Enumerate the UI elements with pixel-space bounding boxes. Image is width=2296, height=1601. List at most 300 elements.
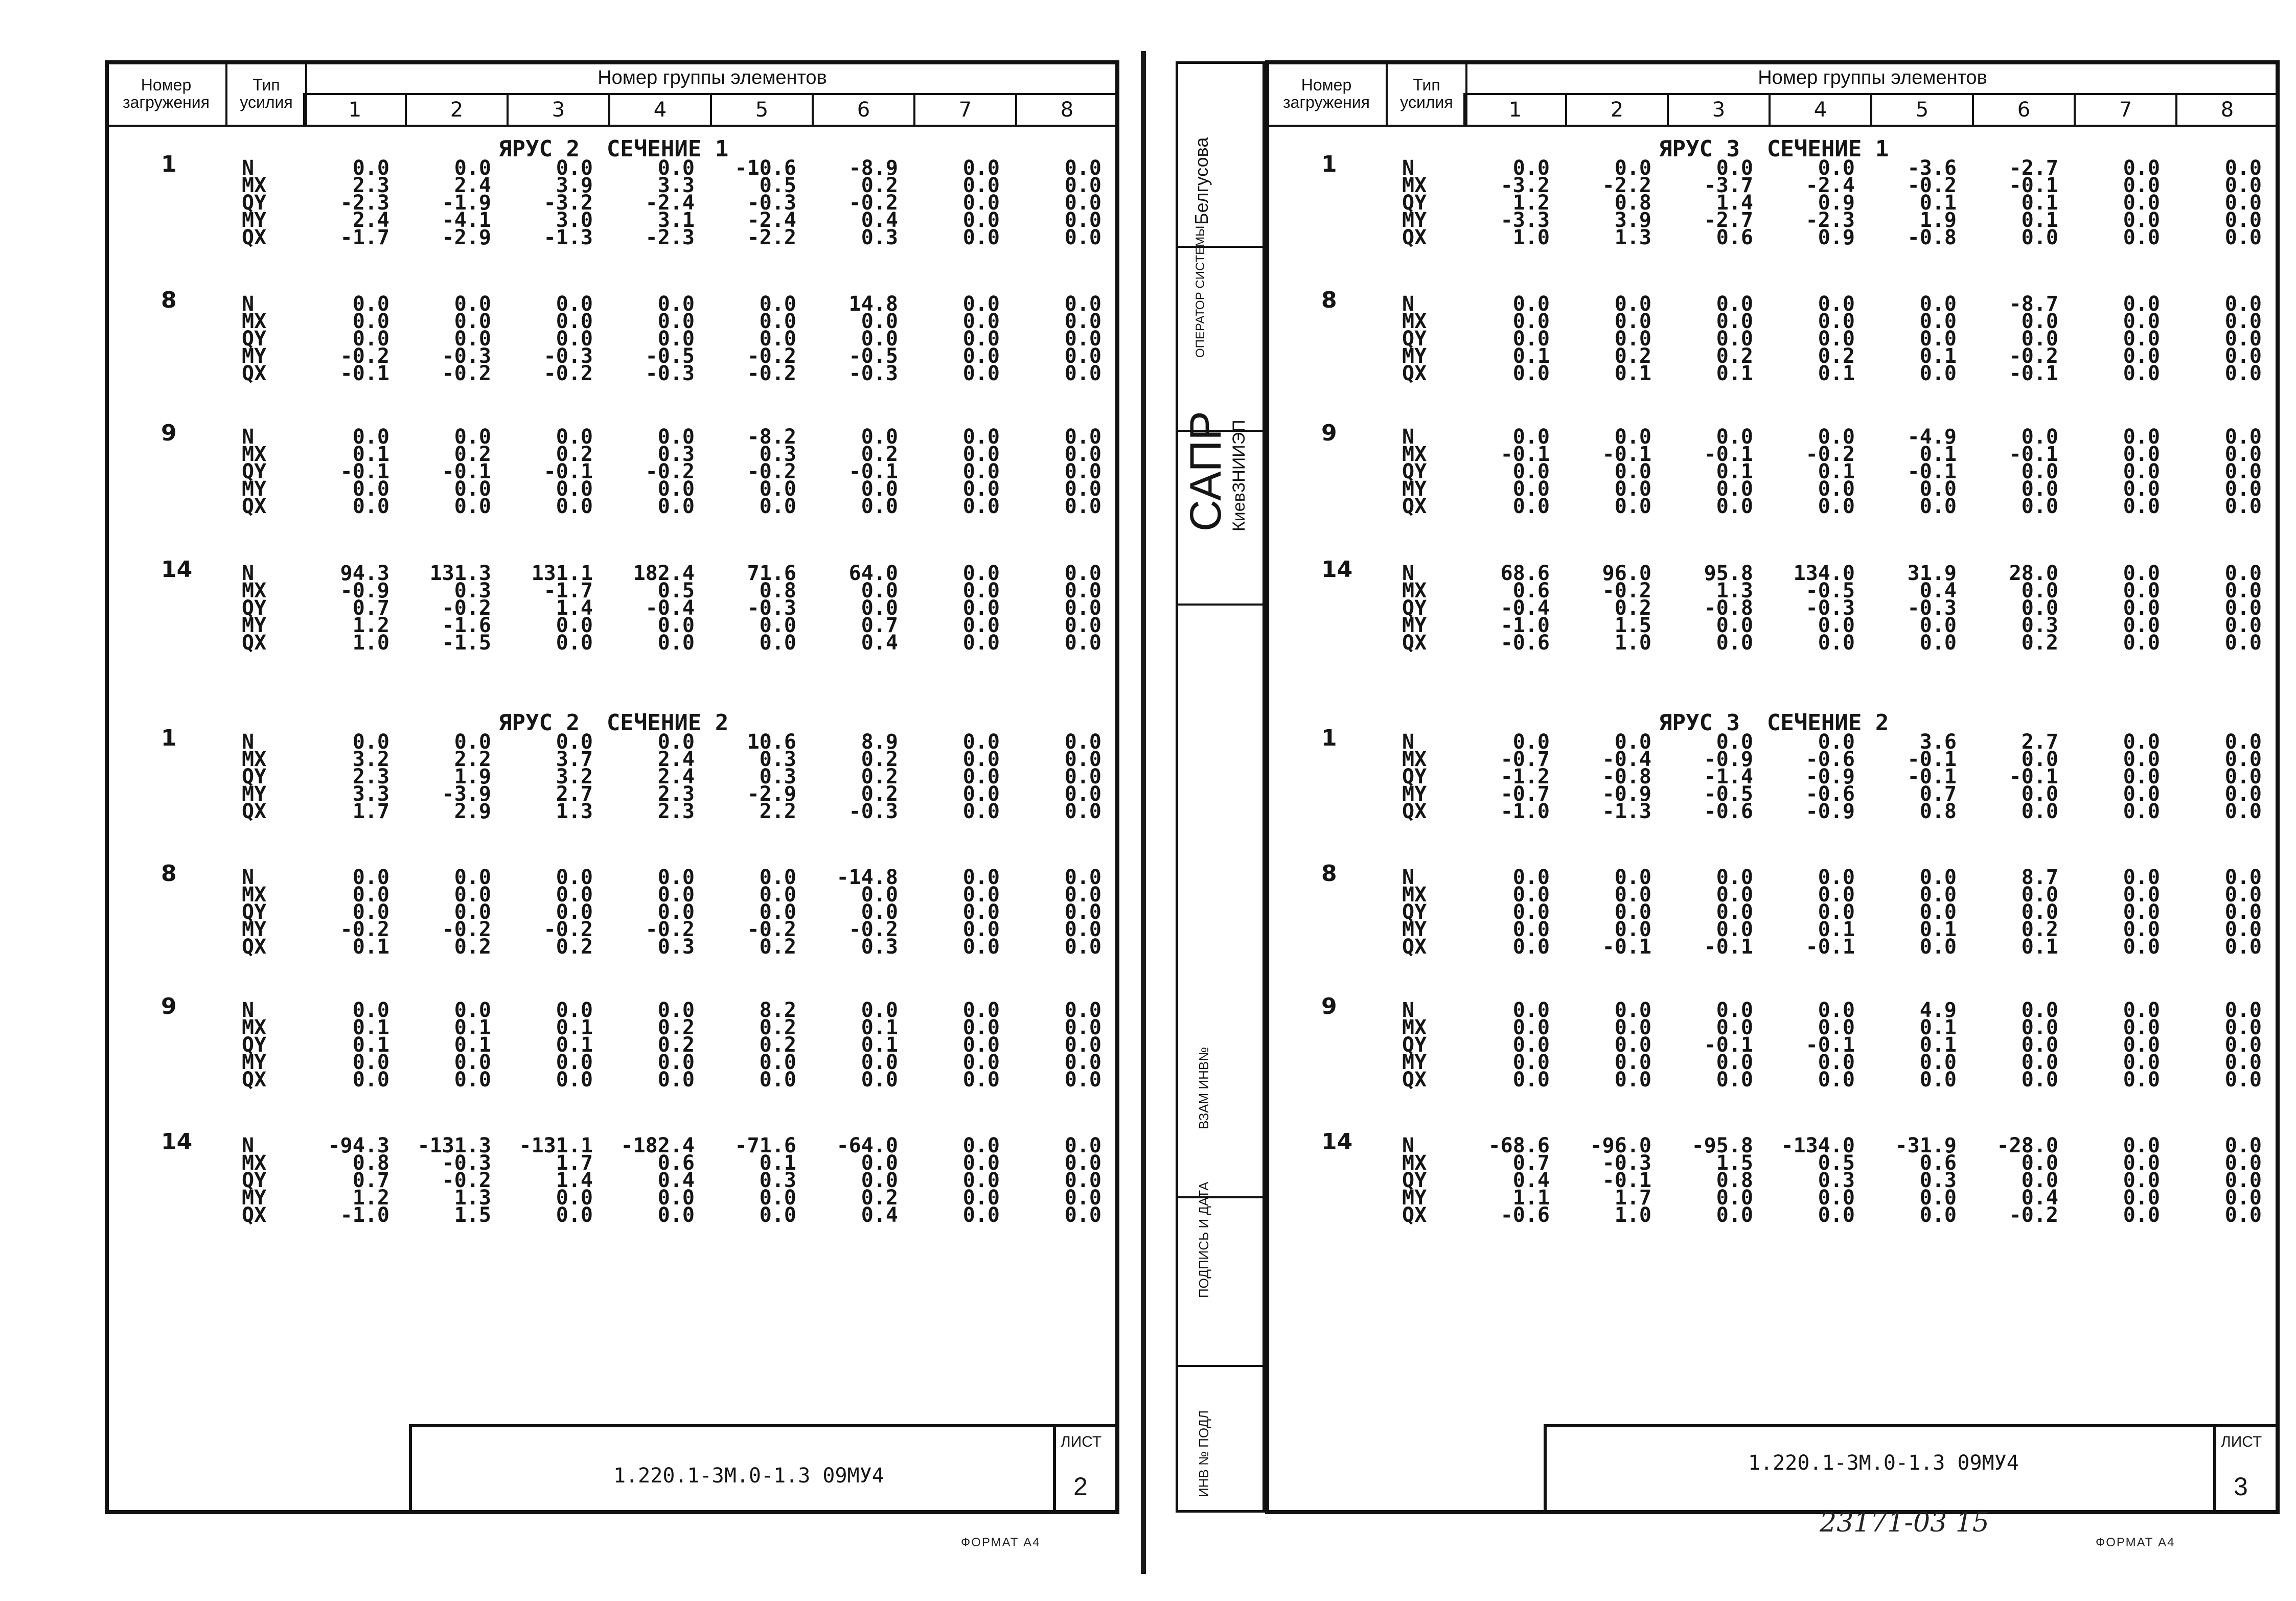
table-cell: 0.0	[1716, 730, 1753, 754]
table-cell: 0.0	[962, 748, 1000, 771]
table-cell: 4.9	[1919, 999, 1957, 1022]
table-cell: 0.0	[657, 999, 695, 1022]
table-cell: 0.0	[962, 765, 1000, 788]
document-code: 1.220.1-3М.0-1.3 09МУ4	[613, 1464, 884, 1488]
table-cell: 0.0	[352, 730, 389, 754]
table-cell: -1.9	[442, 191, 491, 215]
table-cell: 0.0	[352, 1068, 389, 1092]
table-cell: 0.2	[861, 443, 898, 466]
table-cell: 1.0	[1512, 226, 1550, 249]
force-type: QX	[1402, 495, 1427, 518]
side-operator: ОПЕРАТОР СИСТЕМЫ	[1193, 225, 1207, 358]
force-type: MY	[1402, 477, 1427, 501]
group-number-2: 2	[405, 93, 509, 127]
table-cell: 0.0	[1614, 1068, 1651, 1092]
table-cell: 0.0	[556, 310, 593, 333]
table-cell: -0.9	[1805, 765, 1855, 788]
table-cell: 0.0	[1064, 226, 1101, 249]
table-cell: 0.3	[861, 935, 898, 959]
table-cell: 0.9	[1818, 226, 1855, 249]
value-column	[613, 999, 695, 1092]
force-type-list	[1402, 730, 1427, 823]
table-cell: 0.0	[1818, 310, 1855, 333]
force-type: MY	[242, 782, 267, 806]
table-cell: 0.0	[962, 1051, 1000, 1074]
table-cell: -71.6	[734, 1134, 796, 1157]
table-cell: 0.0	[962, 327, 1000, 351]
value-column	[1020, 1134, 1101, 1227]
sheet-2	[0, 0, 1145, 1601]
table-cell: 3.3	[352, 782, 389, 806]
table-cell: 0.0	[2224, 460, 2262, 483]
table-cell: 1.3	[1716, 579, 1753, 602]
table-cell: 0.0	[2123, 156, 2160, 180]
table-cell: 0.0	[2021, 883, 2058, 907]
table-cell: 0.0	[1614, 883, 1651, 907]
table-cell: 0.0	[2123, 730, 2160, 754]
force-type: QY	[242, 900, 267, 924]
table-cell: -0.6	[1805, 748, 1855, 771]
table-cell: 0.0	[2123, 918, 2160, 941]
table-cell: 0.0	[962, 631, 1000, 655]
table-cell: 0.1	[1614, 362, 1651, 385]
table-cell: 0.0	[2123, 1186, 2160, 1210]
table-cell: 0.0	[657, 156, 695, 180]
table-cell: 0.0	[454, 730, 491, 754]
table-cell: -0.2	[848, 918, 898, 941]
group-number-5: 5	[710, 93, 814, 127]
table-cell: -0.6	[1704, 800, 1753, 823]
table-cell: 0.1	[1919, 918, 1957, 941]
table-cell: 0.0	[1614, 477, 1651, 501]
load-number: 9	[1321, 420, 1337, 446]
table-cell: 0.0	[1818, 866, 1855, 889]
table-cell: -0.8	[1602, 765, 1651, 788]
table-cell: 0.0	[759, 292, 796, 316]
group-number-7: 7	[913, 93, 1017, 127]
table-cell: 0.0	[1716, 1068, 1753, 1092]
force-type: QX	[1402, 362, 1427, 385]
force-type: QY	[242, 327, 267, 351]
value-column	[1020, 730, 1101, 823]
table-cell: -0.2	[1602, 579, 1651, 602]
value-column	[1773, 730, 1855, 823]
side-vzam: ВЗАМ ИНВ№	[1196, 1047, 1211, 1129]
table-cell: -2.2	[1602, 174, 1651, 197]
value-column	[1671, 1134, 1753, 1227]
value-column	[816, 999, 898, 1092]
header-group-title: Номер группы элементов	[305, 60, 1119, 95]
table-cell: 0.1	[556, 1016, 593, 1039]
table-cell: 0.0	[962, 1068, 1000, 1092]
table-cell: 0.0	[1716, 327, 1753, 351]
value-column	[511, 292, 593, 385]
table-cell: -0.2	[747, 362, 796, 385]
table-cell: 0.0	[1064, 1016, 1101, 1039]
table-cell: -4.1	[442, 208, 491, 232]
sheet-label: ЛИСТ	[1061, 1433, 1102, 1450]
table-cell: 0.0	[861, 310, 898, 333]
force-type: MX	[1402, 1016, 1427, 1039]
table-cell: 0.0	[1512, 460, 1550, 483]
table-cell: 0.0	[962, 344, 1000, 368]
table-cell: 0.0	[759, 866, 796, 889]
table-cell: 131.1	[531, 562, 593, 585]
force-type: QX	[1402, 935, 1427, 959]
table-cell: 0.0	[2021, 495, 2058, 518]
table-cell: 0.0	[962, 425, 1000, 449]
value-column	[308, 1134, 389, 1227]
value-column	[511, 156, 593, 249]
value-column	[1671, 292, 1753, 385]
table-cell: 0.0	[1716, 900, 1753, 924]
table-cell: 0.0	[861, 1068, 898, 1092]
force-type: MX	[1402, 1151, 1427, 1175]
table-cell: 0.7	[352, 596, 389, 620]
table-cell: 1.9	[454, 765, 491, 788]
force-type-list	[242, 425, 267, 518]
value-column	[1977, 730, 2058, 823]
table-cell: 3.2	[352, 748, 389, 771]
table-cell: 0.0	[1716, 425, 1753, 449]
force-type: MX	[242, 1151, 267, 1175]
table-cell: 0.0	[1064, 1051, 1101, 1074]
table-cell: 0.0	[2224, 1186, 2262, 1210]
value-column	[918, 730, 1000, 823]
value-column	[2180, 156, 2262, 249]
force-type: QY	[1402, 191, 1427, 215]
table-cell: 2.3	[657, 800, 695, 823]
force-type: MX	[242, 443, 267, 466]
table-cell: 0.0	[1716, 292, 1753, 316]
value-column	[1977, 156, 2058, 249]
table-cell: 3.1	[657, 208, 695, 232]
table-cell: 0.0	[1064, 495, 1101, 518]
paper-format: ФОРМАТ А4	[961, 1536, 1041, 1549]
table-cell: 0.0	[352, 883, 389, 907]
table-cell: 0.0	[1064, 1203, 1101, 1227]
group-number-7: 7	[2074, 93, 2177, 127]
value-column	[613, 425, 695, 518]
force-type-list	[1402, 156, 1427, 249]
table-cell: 0.0	[2123, 935, 2160, 959]
force-type: QX	[1402, 226, 1427, 249]
table-cell: 0.0	[1512, 425, 1550, 449]
load-number: 1	[1321, 151, 1337, 177]
value-column	[2180, 730, 2262, 823]
table-cell: 0.0	[1512, 866, 1550, 889]
table-cell: -0.1	[1907, 765, 1957, 788]
value-column	[816, 156, 898, 249]
side-institute: КиевЗНИИЭП	[1229, 420, 1249, 531]
force-type: QY	[242, 191, 267, 215]
table-cell: 0.0	[962, 460, 1000, 483]
value-column	[918, 425, 1000, 518]
force-type: QX	[242, 226, 267, 249]
table-cell: -0.7	[1500, 748, 1550, 771]
table-cell: 0.0	[2123, 614, 2160, 637]
value-column	[2180, 1134, 2262, 1227]
table-cell: 3.6	[1919, 730, 1957, 754]
table-cell: -4.9	[1907, 425, 1957, 449]
table-cell: 0.0	[759, 477, 796, 501]
table-cell: 71.6	[747, 562, 796, 585]
table-cell: 0.0	[1064, 327, 1101, 351]
value-column	[1468, 1134, 1550, 1227]
table-cell: 0.0	[1064, 208, 1101, 232]
table-cell: 0.0	[556, 1068, 593, 1092]
section-title: ЯРУС 3 СЕЧЕНИЕ 1	[1659, 136, 1889, 162]
table-cell: 0.0	[2123, 562, 2160, 585]
table-cell: 3.7	[556, 748, 593, 771]
table-cell: 0.0	[2224, 918, 2262, 941]
force-type: QY	[1402, 1169, 1427, 1192]
value-column	[2180, 866, 2262, 959]
table-cell: 0.0	[2123, 579, 2160, 602]
value-column	[1570, 999, 1651, 1092]
value-column	[308, 730, 389, 823]
table-cell: 0.0	[1716, 999, 1753, 1022]
table-cell: 0.0	[352, 866, 389, 889]
value-column	[1875, 562, 1957, 655]
value-column	[1671, 999, 1753, 1092]
force-type-list	[242, 292, 267, 385]
header-load-number: Номер загружения	[1265, 60, 1388, 127]
value-column	[409, 292, 491, 385]
table-cell: 0.0	[2224, 1051, 2262, 1074]
value-column	[1570, 730, 1651, 823]
table-cell: 0.4	[861, 1203, 898, 1227]
table-cell: -0.1	[848, 460, 898, 483]
force-type: MY	[1402, 1051, 1427, 1074]
table-cell: 10.6	[747, 730, 796, 754]
force-type: QY	[242, 765, 267, 788]
table-cell: 0.0	[2224, 579, 2262, 602]
table-cell: 0.0	[657, 477, 695, 501]
table-cell: 0.0	[1919, 935, 1957, 959]
table-cell: 0.1	[1818, 362, 1855, 385]
force-type: MX	[1402, 579, 1427, 602]
sheet-3	[1145, 0, 2296, 1601]
value-column	[308, 999, 389, 1092]
value-column	[308, 562, 389, 655]
table-cell: -0.1	[1704, 443, 1753, 466]
table-cell: 0.0	[962, 562, 1000, 585]
table-cell: 95.8	[1704, 562, 1753, 585]
load-number: 9	[161, 420, 177, 446]
table-cell: 0.0	[2224, 310, 2262, 333]
table-cell: 0.0	[1512, 292, 1550, 316]
table-cell: 0.0	[657, 900, 695, 924]
table-header	[105, 60, 1119, 127]
table-cell: 0.0	[657, 866, 695, 889]
force-type-list	[242, 866, 267, 959]
sheet-number: 2	[1073, 1472, 1088, 1501]
force-type: N	[242, 730, 255, 754]
table-cell: 0.0	[1716, 1016, 1753, 1039]
table-cell: 0.0	[2224, 730, 2262, 754]
value-column	[511, 730, 593, 823]
table-cell: -31.9	[1895, 1134, 1957, 1157]
table-cell: 0.0	[861, 596, 898, 620]
table-cell: 8.9	[861, 730, 898, 754]
force-type: MY	[242, 344, 267, 368]
table-cell: -3.9	[442, 782, 491, 806]
table-cell: 0.0	[861, 1169, 898, 1192]
table-cell: 0.0	[1919, 1068, 1957, 1092]
force-type: QY	[1402, 596, 1427, 620]
value-column	[1468, 156, 1550, 249]
table-cell: 0.0	[1716, 310, 1753, 333]
table-cell: 0.0	[2224, 226, 2262, 249]
table-cell: 0.0	[2021, 1016, 2058, 1039]
table-cell: 0.2	[1818, 344, 1855, 368]
table-cell: 0.0	[2224, 900, 2262, 924]
table-cell: 0.0	[759, 900, 796, 924]
table-cell: 0.0	[2123, 495, 2160, 518]
table-cell: 0.0	[2123, 999, 2160, 1022]
table-cell: -131.1	[519, 1134, 593, 1157]
table-cell: -2.3	[340, 191, 389, 215]
table-cell: 0.0	[1614, 156, 1651, 180]
table-cell: -8.9	[848, 156, 898, 180]
table-cell: 0.0	[1818, 1203, 1855, 1227]
table-cell: 0.0	[1818, 631, 1855, 655]
table-cell: -0.2	[442, 596, 491, 620]
table-cell: 0.0	[1614, 999, 1651, 1022]
table-cell: 1.2	[1512, 191, 1550, 215]
table-cell: 0.0	[962, 1169, 1000, 1192]
table-cell: 0.2	[657, 1033, 695, 1057]
table-cell: 0.0	[1064, 1134, 1101, 1157]
table-cell: 0.0	[1512, 327, 1550, 351]
table-cell: -0.2	[543, 362, 593, 385]
table-cell: 0.6	[1512, 579, 1550, 602]
table-cell: 2.7	[556, 782, 593, 806]
value-column	[1020, 999, 1101, 1092]
table-cell: -182.4	[621, 1134, 695, 1157]
table-cell: 0.0	[2123, 765, 2160, 788]
table-cell: 0.0	[2021, 900, 2058, 924]
table-cell: 0.0	[962, 935, 1000, 959]
table-cell: 0.3	[759, 748, 796, 771]
table-cell: 0.9	[1818, 191, 1855, 215]
table-cell: 0.0	[556, 631, 593, 655]
table-cell: 0.0	[1064, 999, 1101, 1022]
table-cell: 1.5	[1716, 1151, 1753, 1175]
table-cell: -0.3	[1805, 596, 1855, 620]
table-cell: 0.1	[352, 935, 389, 959]
table-cell: 0.0	[1919, 292, 1957, 316]
table-cell: 0.0	[962, 1203, 1000, 1227]
table-cell: -0.1	[1805, 935, 1855, 959]
table-cell: -0.2	[340, 918, 389, 941]
force-type: MY	[1402, 1186, 1427, 1210]
table-cell: 0.0	[454, 156, 491, 180]
table-cell: 0.0	[454, 477, 491, 501]
value-column	[1570, 562, 1651, 655]
table-cell: 0.1	[861, 1033, 898, 1057]
table-cell: 0.0	[1064, 730, 1101, 754]
table-cell: 0.0	[1064, 460, 1101, 483]
header-group-title: Номер группы элементов	[1465, 60, 2280, 95]
table-cell: 0.0	[657, 292, 695, 316]
table-cell: 0.0	[556, 866, 593, 889]
table-cell: -1.2	[1500, 765, 1550, 788]
value-column	[2078, 292, 2160, 385]
table-cell: 2.2	[454, 748, 491, 771]
table-cell: 0.0	[2224, 327, 2262, 351]
load-number: 8	[161, 287, 177, 313]
table-cell: 0.0	[2021, 748, 2058, 771]
table-cell: -0.2	[340, 344, 389, 368]
table-cell: -28.0	[1996, 1134, 2058, 1157]
table-cell: 0.1	[454, 1016, 491, 1039]
table-cell: 1.3	[1614, 226, 1651, 249]
table-cell: 0.0	[2123, 208, 2160, 232]
table-cell: 0.1	[1919, 1016, 1957, 1039]
table-cell: 0.8	[1716, 1169, 1753, 1192]
table-cell: 0.0	[2224, 362, 2262, 385]
table-cell: 0.0	[861, 495, 898, 518]
table-cell: 0.0	[1716, 883, 1753, 907]
value-column	[1671, 730, 1753, 823]
table-cell: 2.3	[352, 765, 389, 788]
table-cell: 0.0	[1064, 344, 1101, 368]
table-cell: 0.0	[1064, 156, 1101, 180]
force-type: MY	[242, 1051, 267, 1074]
force-type: QX	[1402, 631, 1427, 655]
value-column	[1773, 292, 1855, 385]
table-cell: -95.8	[1691, 1134, 1753, 1157]
table-cell: -0.3	[1602, 1151, 1651, 1175]
table-cell: 0.0	[962, 1016, 1000, 1039]
table-cell: 0.0	[759, 310, 796, 333]
table-cell: 0.0	[454, 327, 491, 351]
value-column	[918, 1134, 1000, 1227]
table-cell: 182.4	[633, 562, 695, 585]
table-cell: 0.0	[454, 495, 491, 518]
table-cell: 0.0	[1512, 362, 1550, 385]
force-type: QX	[242, 800, 267, 823]
table-cell: 0.0	[454, 310, 491, 333]
table-cell: 0.0	[2123, 800, 2160, 823]
table-cell: -2.4	[1805, 174, 1855, 197]
table-cell: -2.7	[1704, 208, 1753, 232]
side-cell-operator	[1178, 248, 1262, 432]
table-cell: -96.0	[1590, 1134, 1651, 1157]
table-cell: 0.0	[2224, 174, 2262, 197]
table-cell: 0.0	[861, 1051, 898, 1074]
table-cell: 0.8	[1614, 191, 1651, 215]
table-cell: -0.9	[1704, 748, 1753, 771]
value-column	[1468, 562, 1550, 655]
table-cell: 3.0	[556, 208, 593, 232]
table-cell: 0.0	[2021, 1068, 2058, 1092]
value-column	[1570, 1134, 1651, 1227]
table-cell: 0.0	[1818, 495, 1855, 518]
table-cell: 0.0	[657, 631, 695, 655]
table-cell: 0.0	[962, 999, 1000, 1022]
table-cell: 0.2	[759, 935, 796, 959]
table-cell: 0.0	[1064, 1068, 1101, 1092]
table-cell: 0.0	[1064, 362, 1101, 385]
force-type: MY	[242, 208, 267, 232]
force-type-list	[242, 156, 267, 249]
table-cell: 0.0	[1614, 918, 1651, 941]
value-column	[1875, 1134, 1957, 1227]
table-cell: -1.3	[1602, 800, 1651, 823]
